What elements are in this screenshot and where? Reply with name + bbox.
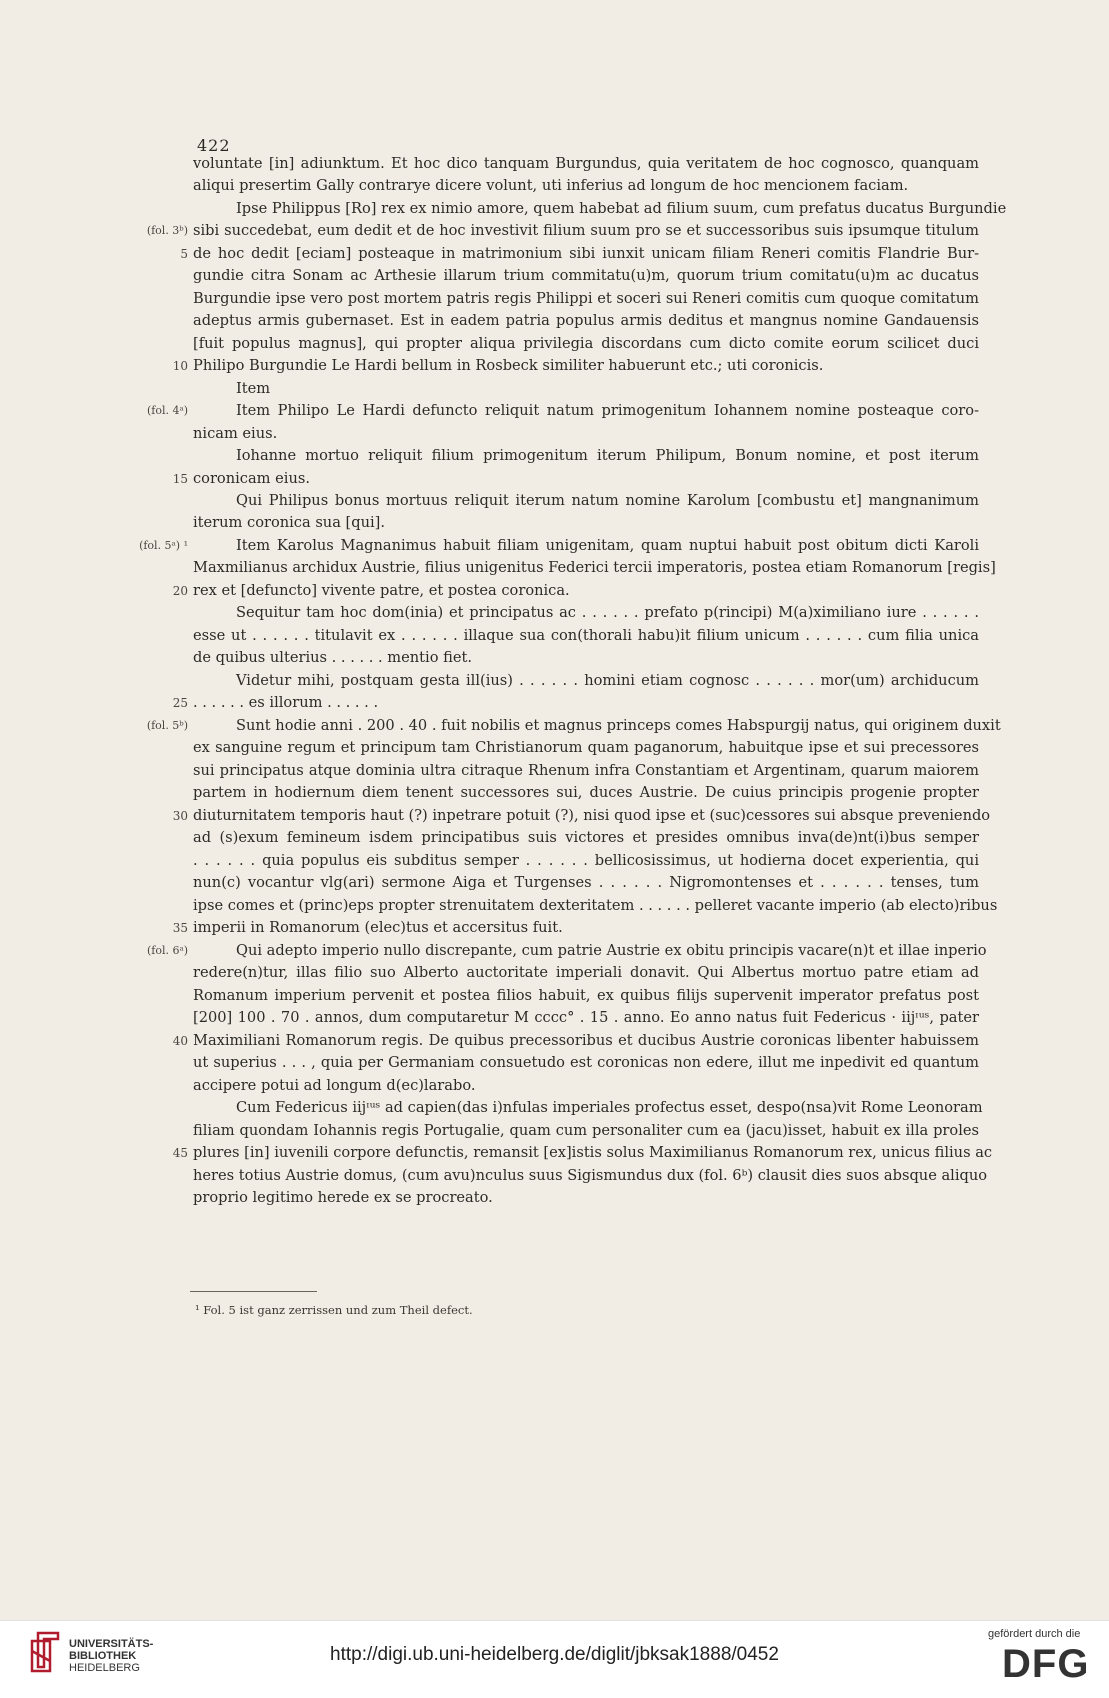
text-line: gundie citra Sonam ac Arthesie illarum trium commitatu(u)m, quorum trium comitatu(u)m ac ducatus — [193, 267, 979, 284]
text-line: plures [in] iuvenili corpore defunctis, remansit [ex]istis solus Maximilianus Romanorum rex, unicus filius ac — [193, 1144, 993, 1161]
line-number: 20 — [172, 584, 188, 598]
text-line: partem in hodiernum diem tenent successores sui, duces Austrie. De cuius principis progenie propter — [193, 784, 979, 801]
text-line: Ipse Philippus [Ro] rex ex nimio amore, quem habebat ad filium suum, cum prefatus ducatus Burgundie — [236, 200, 1007, 217]
text-line: ex sanguine regum et principum tam Christianorum quam paganorum, habuitque ipse et sui precessores — [193, 739, 979, 756]
text-line: filiam quondam Iohannis regis Portugalie, quam cum personaliter cum ea (jacu)isset, habuit ex illa proles — [193, 1122, 979, 1139]
text-line: Maximiliani Romanorum regis. De quibus precessoribus et ducibus Austrie coronicas libenter habuissem — [193, 1032, 979, 1049]
text-line: voluntate [in] adiunktum. Et hoc dico tanquam Burgundus, quia veritatem de hoc cognosco, quanquam — [193, 155, 979, 172]
text-line: de quibus ulterius . . . . . . mentio fiet. — [193, 649, 473, 666]
text-line: iterum coronica sua [qui]. — [193, 514, 385, 531]
text-line: esse ut . . . . . . titulavit ex . . . . . . illaque sua con(thorali habu)it filium unicum . . . . . . cum filia unica — [193, 627, 979, 644]
text-line: proprio legitimo herede ex se procreato. — [193, 1189, 493, 1206]
text-line: imperii in Romanorum (elec)tus et accersitus fuit. — [193, 919, 563, 936]
library-name[interactable] — [69, 1638, 153, 1674]
permalink-url[interactable]: http://digi.ub.uni-heidelberg.de/diglit/jbksak1888/0452 — [330, 1644, 779, 1665]
text-line: [200] 100 . 70 . annos, dum computaretur M cccc° . 15 . anno. Eo anno natus fuit Federicus · iijᶦᵘˢ, pater — [193, 1009, 979, 1026]
line-number: 10 — [172, 359, 188, 373]
text-line: Qui Philipus bonus mortuus reliquit iterum natum nomine Karolum [combustu et] mangnanimum — [236, 492, 979, 509]
text-line: Cum Federicus iijᶦᵘˢ ad capien(das i)nfulas imperiales profectus esset, despo(nsa)vit Rome Leonoram — [236, 1099, 983, 1116]
text-line: de hoc dedit [eciam] posteaque in matrimonium sibi iunxit unicam filiam Reneri comitis Flandrie Bur- — [193, 245, 979, 262]
text-line: nicam eius. — [193, 425, 278, 442]
text-line: adeptus armis gubernaset. Est in eadem patria populus armis deditus et mangnus nomine Gandauensis — [193, 312, 979, 329]
text-line: rex et [defuncto] vivente patre, et postea coronica. — [193, 582, 570, 599]
text-line: Videtur mihi, postquam gesta ill(ius) . . . . . . homini etiam cognosc . . . . . . mor(um) archiducum — [236, 672, 979, 689]
funded-by-label: gefördert durch die — [988, 1628, 1081, 1640]
text-line: Maxmilianus archidux Austrie, filius unigenitus Federici tercii imperatoris, postea etiam Romanorum [regis] — [193, 559, 996, 576]
line-number: 15 — [172, 472, 188, 486]
text-line: . . . . . . es illorum . . . . . . — [193, 694, 379, 711]
text-line: ad (s)exum femineum isdem principatibus suis victores et presides omnibus inva(de)nt(i)bus semper — [193, 829, 979, 846]
library-name-line: UNIVERSITÄTS- — [69, 1638, 154, 1650]
line-number: 35 — [172, 921, 188, 935]
library-logo-icon — [28, 1627, 66, 1675]
text-line: nun(c) vocantur vlg(ari) sermone Aiga et Turgenses . . . . . . Nigromontenses et . . . . . . tenses, tum — [193, 874, 979, 891]
footnote: ¹ Fol. 5 ist ganz zerrissen und zum Theil defect. — [195, 1303, 473, 1317]
text-line: Item — [236, 380, 271, 397]
text-line: ipse comes et (princ)eps propter strenuitatem dexteritatem . . . . . . pelleret vacante imperio (ab electo)ribus — [193, 897, 998, 914]
text-line: heres totius Austrie domus, (cum avu)nculus suus Sigismundus dux (fol. 6ᵇ) clausit dies suos absque aliquo — [193, 1167, 988, 1184]
library-name-line: HEIDELBERG — [69, 1662, 140, 1674]
text-line: diuturnitatem temporis haut (?) inpetrare potuit (?), nisi quod ipse et (suc)cessores sui absque preveniendo — [193, 807, 991, 824]
text-line: aliqui presertim Gally contrarye dicere volunt, uti inferius ad longum de hoc mencionem faciam. — [193, 177, 909, 194]
text-line: Qui adepto imperio nullo discrepante, cum patrie Austrie ex obitu principis vacare(n)t et illae inperio — [236, 942, 987, 959]
line-number: 45 — [172, 1146, 188, 1160]
text-line: accipere potui ad longum d(ec)larabo. — [193, 1077, 476, 1094]
folio-note: (fol. 3ᵇ) — [146, 224, 188, 237]
text-line: sibi succedebat, eum dedit et de hoc investivit filium suum pro se et successoribus suis ipsumque titulum — [193, 222, 979, 239]
line-number: 30 — [172, 809, 188, 823]
dfg-logo[interactable]: DFG — [1002, 1642, 1090, 1686]
text-line: [fuit populus magnus], qui propter aliqua privilegia discordans cum dicto comite eorum scilicet duci — [193, 335, 979, 352]
text-line: Iohanne mortuo reliquit filium primogenitum iterum Philipum, Bonum nomine, et post iterum — [236, 447, 979, 464]
line-number: 5 — [180, 247, 188, 261]
line-number: 40 — [172, 1034, 188, 1048]
text-line: ut superius . . . , quia per Germaniam consuetudo est coronicas non edere, illut me inpedivit ed quantum — [193, 1054, 979, 1071]
text-line: Item Philipo Le Hardi defuncto reliquit natum primogenitum Iohannem nomine posteaque coro- — [236, 402, 979, 419]
text-line: Item Karolus Magnanimus habuit filiam unigenitam, quam nuptui habuit post obitum dicti Karoli — [236, 537, 979, 554]
library-name-line: BIBLIOTHEK — [69, 1650, 137, 1662]
folio-note: (fol. 6ᵃ) — [146, 944, 188, 957]
text-line: Sunt hodie anni . 200 . 40 . fuit nobilis et magnus princeps comes Habspurgij natus, qui originem duxit — [236, 717, 1001, 734]
text-line: Sequitur tam hoc dom(inia) et principatus ac . . . . . . prefato p(rincipi) M(a)ximiliano iure . . . . . . — [236, 604, 979, 621]
text-line: sui principatus atque dominia ultra citraque Rhenum infra Constantiam et Argentinam, quarum maiorem — [193, 762, 979, 779]
line-number: 25 — [172, 696, 188, 710]
text-line: Philipo Burgundie Le Hardi bellum in Rosbeck similiter habuerunt etc.; uti coronicis. — [193, 357, 824, 374]
text-line: . . . . . . quia populus eis subditus semper . . . . . . bellicosissimus, ut hodierna docet experientia, qui — [193, 852, 979, 869]
text-line: Burgundie ipse vero post mortem patris regis Philippi et soceri sui Reneri comitis cum quoque comitatum — [193, 290, 979, 307]
folio-note: (fol. 5ᵇ) — [146, 719, 188, 732]
text-line: redere(n)tur, illas filio suo Alberto auctoritate imperiali donavit. Qui Albertus mortuo patre etiam ad — [193, 964, 979, 981]
folio-note: (fol. 5ᵃ) ¹ — [139, 539, 188, 552]
text-line: Romanum imperium pervenit et postea filios habuit, ex quibus filijs supervenit imperator prefatus post — [193, 987, 979, 1004]
text-line: coronicam eius. — [193, 470, 310, 487]
footnote-rule — [190, 1291, 317, 1292]
page-number: 422 — [197, 136, 231, 155]
folio-note: (fol. 4ᵃ) — [146, 404, 188, 417]
